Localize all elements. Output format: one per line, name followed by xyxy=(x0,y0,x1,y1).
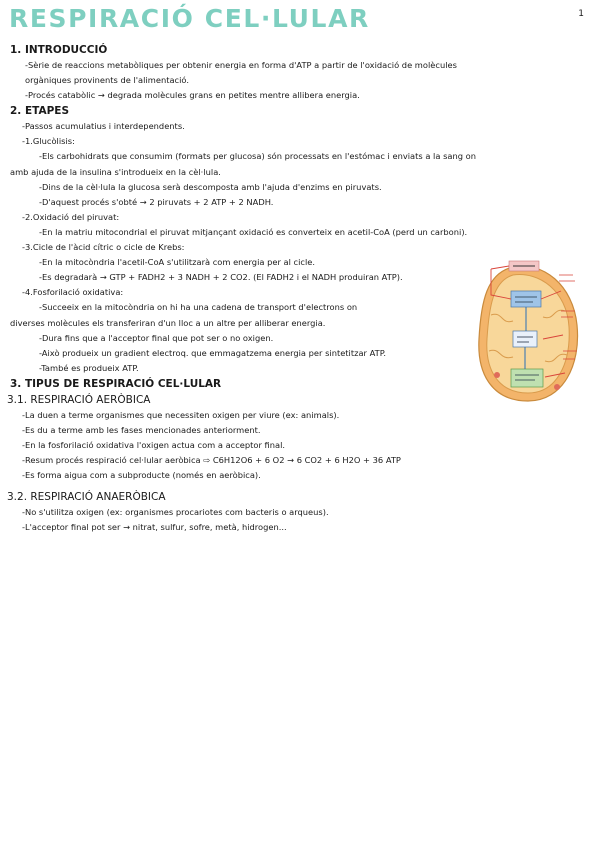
subsection-heading-aerobica: 3.1. RESPIRACIÓ AERÒBICA xyxy=(7,393,151,406)
text-line: -D'aquest procés s'obté → 2 piruvats + 2 ATP + 2 NADH. xyxy=(39,196,274,207)
stage-label-fosforilacio: -4.Fosforilació oxidativa: xyxy=(22,287,124,298)
page-title: RESPIRACIÓ CEL·LULAR xyxy=(9,4,370,33)
text-line: -Succeeix en la mitocòndria on hi ha una cadena de transport d'electrons on xyxy=(39,302,358,313)
text-line: -Això produeix un gradient electroq. que emmagatzema energia per sintetitzar ATP. xyxy=(39,347,387,358)
text-line: -Dura fins que a l'acceptor final que pot ser o no oxigen. xyxy=(39,332,274,343)
stage-label-krebs: -3.Cicle de l'àcid cítric o cicle de Krebs: xyxy=(22,242,185,253)
subsection-heading-anaerobica: 3.2. RESPIRACIÓ ANAERÒBICA xyxy=(7,491,166,504)
text-line: amb ajuda de la insulina s'introdueix en la cèl·lula. xyxy=(10,166,221,177)
mitochondrion-diagram-icon xyxy=(473,255,581,405)
section-heading-etapes: 2. ETAPES xyxy=(10,105,70,118)
page-number: 1 xyxy=(578,9,584,19)
text-line: -Es degradarà → GTP + FADH2 + 3 NADH + 2 CO2. (El FADH2 i el NADH produiran ATP). xyxy=(39,272,403,283)
text-line: -Procés catabòlic → degrada molècules grans en petites mentre allibera energia. xyxy=(25,90,360,101)
text-line: -Es du a terme amb les fases mencionades anteriorment. xyxy=(22,424,261,435)
text-line: diverses molècules els transferiran d'un lloc a un altre per alliberar energia. xyxy=(10,317,326,328)
text-line: -Dins de la cèl·lula la glucosa serà descomposta amb l'ajuda d'enzims en piruvats. xyxy=(39,181,382,192)
text-line: -També es produeix ATP. xyxy=(39,362,139,373)
text-line: -No s'utilitza oxigen (ex: organismes procariotes com bacteris o arqueus). xyxy=(22,507,329,518)
text-line: -Resum procés respiració cel·lular aeròbica ⇨ C6H12O6 + 6 O2 → 6 CO2 + 6 H2O + 36 ATP xyxy=(22,455,401,466)
section-heading-tipus: 3. TIPUS DE RESPIRACIÓ CEL·LULAR xyxy=(10,377,222,390)
text-line: -En la matriu mitocondrial el piruvat mitjançant oxidació es converteix en acetil-CoA (perd un carboni). xyxy=(39,226,468,237)
text-line: -L'acceptor final pot ser → nitrat, sulfur, sofre, metà, hidrogen... xyxy=(22,522,287,533)
text-line: -La duen a terme organismes que necessiten oxigen per viure (ex: animals). xyxy=(22,409,340,420)
stage-label-glucolisi: -1.Glucòlisis: xyxy=(22,136,75,147)
stage-label-oxidacio: -2.Oxidació del piruvat: xyxy=(22,211,120,222)
text-line: -En la mitocòndria l'acetil-CoA s'utilitzarà com energia per al cicle. xyxy=(39,257,316,268)
section-heading-introduccio: 1. INTRODUCCIÓ xyxy=(10,44,108,56)
text-line: -En la fosforilació oxidativa l'oxigen actua com a acceptor final. xyxy=(22,440,286,451)
text-line: -Els carbohidrats que consumim (formats per glucosa) són processats en l'estómac i enviats a la sang on xyxy=(39,151,476,162)
text-line: orgàniques provinents de l'alimentació. xyxy=(25,75,189,86)
text-line: -Passos acumulatius i interdependents. xyxy=(22,121,185,132)
text-line: -Es forma aigua com a subproducte (només en aeròbica). xyxy=(22,470,261,481)
text-line: -Sèrie de reaccions metabòliques per obtenir energia en forma d'ATP a partir de l'oxidació de molècules xyxy=(25,60,457,70)
